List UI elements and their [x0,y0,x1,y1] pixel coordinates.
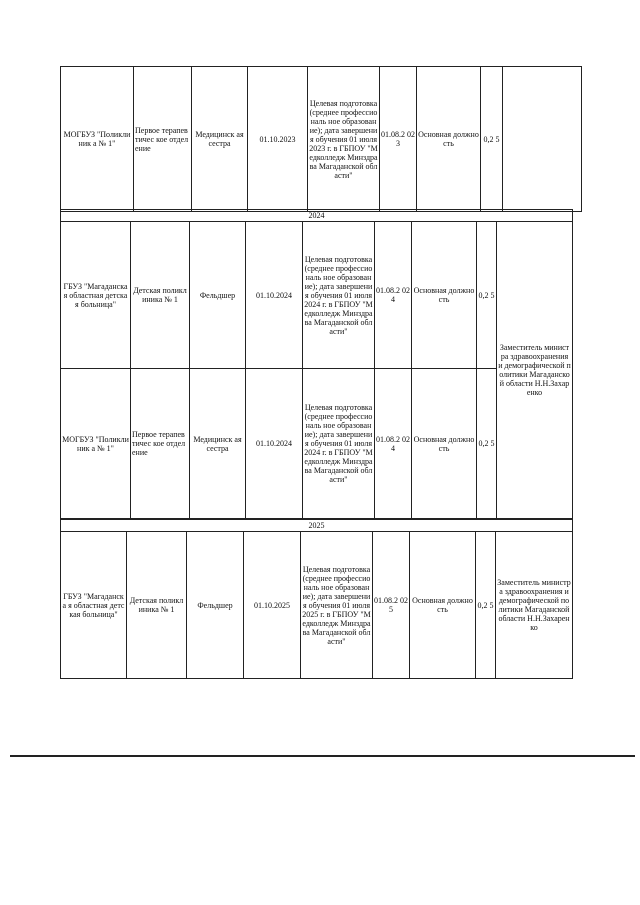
rate-cell: 0,2 5 [477,222,497,369]
employment-type-cell: Основная должность [412,369,477,519]
table-row [61,67,582,212]
year-row [61,520,573,532]
year-row [61,210,573,222]
position-cell: Медицинск ая сестра [190,369,246,519]
approver-cell: Заместитель министра здравоохранения и демографической политики Магаданской области Н.Н.Захаренко [497,222,573,519]
position-cell: Фельдшер [187,532,244,679]
position-cell: Фельдшер [190,222,246,369]
rate-cell: 0,2 5 [476,532,496,679]
basis-cell: Целевая подготовка (среднее профессиональ ное образование); дата завершения обучения 01 июля 2024 г. в ГБПОУ "Медколледж Минздрава Магаданской области" [303,222,375,369]
date-cell: 01.10.2025 [244,532,301,679]
position-cell: Медицинск ая сестра [192,67,248,212]
employment-type-cell: Основная должность [410,532,476,679]
department-cell: Детская поликлиника № 1 [127,532,187,679]
org-cell: ГБУЗ "Магаданска я областная детская больница" [61,222,131,369]
staffing-table-2023 [60,66,582,212]
staffing-table-2024 [60,209,573,519]
department-cell: Первое терапевтичес кое отделение [131,369,190,519]
org-cell: МОГБУЗ "Поликлиник а № 1" [61,369,131,519]
date-cell: 01.10.2024 [246,222,303,369]
year-heading: 2025 [61,520,573,532]
date-cell: 01.10.2024 [246,369,303,519]
start-date-cell: 01.08.2 025 [373,532,410,679]
department-cell: Первое терапевтичес кое отделение [134,67,192,212]
basis-cell: Целевая подготовка (среднее профессиональ ное образование); дата завершения обучения 01 июля 2024 г. в ГБПОУ "Медколледж Минздрава Магаданской области" [303,369,375,519]
approver-cell: Заместитель министра здравоохранения и демографической политики Магаданской области Н.Н.Захаренко [496,532,573,679]
start-date-cell: 01.08.2 023 [380,67,417,212]
year-heading: 2024 [61,210,573,222]
start-date-cell: 01.08.2 024 [375,222,412,369]
basis-cell: Целевая подготовка (среднее профессиональ ное образование); дата завершения обучения 01 июля 2023 г. в ГБПОУ "Медколледж Минздрава Магаданской области" [308,67,380,212]
table-row [61,532,573,679]
employment-type-cell: Основная должность [412,222,477,369]
approver-cell [503,67,582,212]
table-row [61,369,573,519]
employment-type-cell: Основная должность [417,67,481,212]
rate-cell: 0,2 5 [481,67,503,212]
table-row [61,222,573,369]
department-cell: Детская поликлиника № 1 [131,222,190,369]
basis-cell: Целевая подготовка (среднее профессиональ ное образование); дата завершения обучения 01 июля 2025 г. в ГБПОУ "Медколледж Минздрава Магаданской области" [301,532,373,679]
org-cell: МОГБУЗ "Поликлиник а № 1" [61,67,134,212]
page-divider [10,755,635,757]
org-cell: ГБУЗ "Магаданска я областная детская больница" [61,532,127,679]
date-cell: 01.10.2023 [248,67,308,212]
start-date-cell: 01.08.2 024 [375,369,412,519]
rate-cell: 0,2 5 [477,369,497,519]
staffing-table-2025 [60,519,573,679]
